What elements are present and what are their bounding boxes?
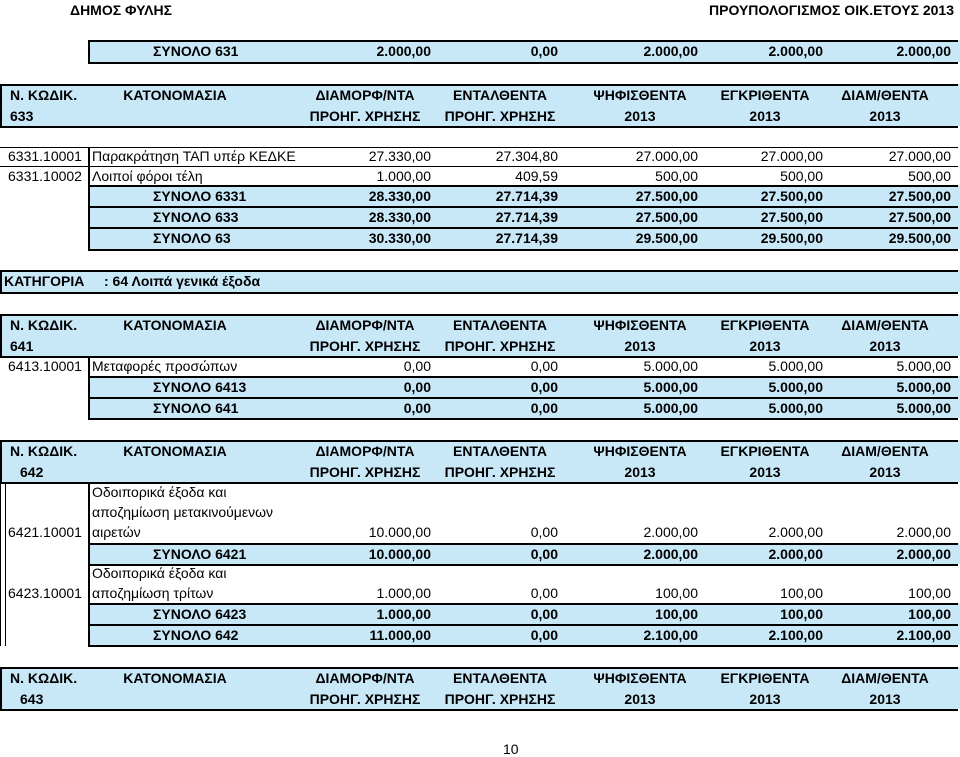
value: 0,00 <box>530 627 558 643</box>
col-c2-subheader: ΠΡΟΗΓ. ΧΡΗΣΗΣ <box>444 691 556 707</box>
total-row <box>0 228 960 248</box>
column-header-row <box>0 315 960 335</box>
col-name-header: ΚΑΤΟΝΟΜΑΣΙΑ <box>123 443 227 459</box>
col-c1-subheader: ΠΡΟΗΓ. ΧΡΗΣΗΣ <box>309 108 421 124</box>
value: 5.000,00 <box>643 400 698 416</box>
value: 409,59 <box>515 168 558 184</box>
total-label: ΣΥΝΟΛΟ 6423 <box>153 606 247 622</box>
col-c4-subheader: 2013 <box>749 338 781 354</box>
value: 27.500,00 <box>888 209 951 225</box>
col-c3-header: ΨΗΦΙΣΘΕΝΤΑ <box>593 317 687 333</box>
value: 2.000,00 <box>768 546 823 562</box>
value: 5.000,00 <box>768 358 823 374</box>
col-name-header: ΚΑΤΟΝΟΜΑΣΙΑ <box>123 670 227 686</box>
value: 27.500,00 <box>888 188 951 204</box>
col-code-header: Ν. ΚΩΔΙΚ. <box>10 87 78 103</box>
divider <box>88 249 958 251</box>
col-c4-header: ΕΓΚΡΙΘΕΝΤΑ <box>720 317 810 333</box>
page-number: 10 <box>503 741 519 757</box>
col-c2-header: ΕΝΤΑΛΘΕΝΤΑ <box>453 87 547 103</box>
value: 1.000,00 <box>376 585 431 601</box>
budget-title: ΠΡΟΥΠΟΛΟΓΙΣΜΟΣ ΟΙΚ.ΕΤΟΥΣ 2013 <box>709 2 954 18</box>
value: 30.330,00 <box>368 230 431 246</box>
col-c3-header: ΨΗΦΙΣΘΕΝΤΑ <box>593 670 687 686</box>
value: 2.100,00 <box>643 627 698 643</box>
value: 0,00 <box>403 379 431 395</box>
value: 0,00 <box>530 585 558 601</box>
value: 100,00 <box>655 606 698 622</box>
col-code-header: Ν. ΚΩΔΙΚ. <box>10 317 78 333</box>
col-c1-header: ΔΙΑΜΟΡΦ/ΝΤΑ <box>315 317 415 333</box>
total-row <box>0 625 960 645</box>
value: 2.100,00 <box>896 627 951 643</box>
value: 2.000,00 <box>896 546 951 562</box>
column-header-row <box>0 668 960 688</box>
value: 29.500,00 <box>888 230 951 246</box>
value: 27.714,39 <box>495 230 558 246</box>
col-c2-subheader: ΠΡΟΗΓ. ΧΡΗΣΗΣ <box>444 338 556 354</box>
total-label: ΣΥΝΟΛΟ 6421 <box>153 546 247 562</box>
col-c4-subheader: 2013 <box>749 108 781 124</box>
col-c2-header: ΕΝΤΑΛΘΕΝΤΑ <box>453 317 547 333</box>
value: 2.000,00 <box>643 546 698 562</box>
value: 5.000,00 <box>896 379 951 395</box>
value: 2.000,00 <box>643 43 698 59</box>
total-label: ΣΥΝΟΛΟ 6413 <box>153 379 247 395</box>
total-label: ΣΥΝΟΛΟ 633 <box>153 209 239 225</box>
category-value: : 64 Λοιπά γενικά έξοδα <box>104 273 261 289</box>
account-code: 6421.10001 <box>8 524 82 540</box>
col-c3-header: ΨΗΦΙΣΘΕΝΤΑ <box>593 443 687 459</box>
col-c2-subheader: ΠΡΟΗΓ. ΧΡΗΣΗΣ <box>444 108 556 124</box>
account-name-line: αποζημίωση μετακινούμενων <box>92 504 273 520</box>
col-c5-header: ΔΙΑΜ/ΘΕΝΤΑ <box>841 443 929 459</box>
value: 28.330,00 <box>368 209 431 225</box>
table-row <box>0 522 960 542</box>
value: 28.330,00 <box>368 188 431 204</box>
account-name: Παρακράτηση ΤΑΠ υπέρ ΚΕΔΚΕ <box>92 148 296 164</box>
value: 1.000,00 <box>376 606 431 622</box>
account-code: 6331.10002 <box>8 168 82 184</box>
divider <box>0 709 958 711</box>
total-label: ΣΥΝΟΛΟ 642 <box>153 627 239 643</box>
col-c5-header: ΔΙΑΜ/ΘΕΝΤΑ <box>841 317 929 333</box>
table-row <box>0 583 960 603</box>
total-row <box>0 398 960 418</box>
col-c2-subheader: ΠΡΟΗΓ. ΧΡΗΣΗΣ <box>444 464 556 480</box>
table-row <box>0 356 960 376</box>
value: 500,00 <box>908 168 951 184</box>
value: 27.714,39 <box>495 188 558 204</box>
col-c4-header: ΕΓΚΡΙΘΕΝΤΑ <box>720 443 810 459</box>
value: 27.330,00 <box>368 148 431 164</box>
account-name: Μεταφορές προσώπων <box>92 358 238 374</box>
value: 100,00 <box>908 585 951 601</box>
value: 0,00 <box>530 43 558 59</box>
col-c4-subheader: 2013 <box>749 464 781 480</box>
value: 0,00 <box>530 606 558 622</box>
value: 100,00 <box>908 606 951 622</box>
value: 27.000,00 <box>635 148 698 164</box>
value: 2.000,00 <box>896 43 951 59</box>
divider <box>88 418 958 420</box>
divider <box>0 126 958 128</box>
table-row <box>0 166 960 186</box>
column-header-row <box>0 689 960 709</box>
col-c1-header: ΔΙΑΜΟΡΦ/ΝΤΑ <box>315 670 415 686</box>
col-c1-header: ΔΙΑΜΟΡΦ/ΝΤΑ <box>315 443 415 459</box>
column-header-row <box>0 336 960 356</box>
value: 10.000,00 <box>368 546 431 562</box>
col-c5-header: ΔΙΑΜ/ΘΕΝΤΑ <box>841 670 929 686</box>
value: 2.000,00 <box>896 524 951 540</box>
total-row-631 <box>0 41 960 61</box>
col-c2-header: ΕΝΤΑΛΘΕΝΤΑ <box>453 670 547 686</box>
col-code-header: Ν. ΚΩΔΙΚ. <box>10 670 78 686</box>
col-c1-header: ΔΙΑΜΟΡΦ/ΝΤΑ <box>315 87 415 103</box>
col-c4-header: ΕΓΚΡΙΘΕΝΤΑ <box>720 87 810 103</box>
col-c5-subheader: 2013 <box>869 691 901 707</box>
value: 11.000,00 <box>369 627 431 643</box>
section-code: 641 <box>10 338 34 354</box>
account-code: 6423.10001 <box>8 585 82 601</box>
col-c1-subheader: ΠΡΟΗΓ. ΧΡΗΣΗΣ <box>309 464 421 480</box>
total-row <box>0 186 960 206</box>
value: 5.000,00 <box>643 358 698 374</box>
divider <box>0 292 958 294</box>
section-code: 642 <box>20 464 44 480</box>
col-c3-subheader: 2013 <box>624 338 656 354</box>
value: 5.000,00 <box>768 400 823 416</box>
total-row <box>0 377 960 397</box>
value: 5.000,00 <box>643 379 698 395</box>
section-code: 643 <box>20 691 44 707</box>
col-c5-header: ΔΙΑΜ/ΘΕΝΤΑ <box>841 87 929 103</box>
value: 0,00 <box>530 358 558 374</box>
col-c3-subheader: 2013 <box>624 108 656 124</box>
value: 2.000,00 <box>376 43 431 59</box>
divider <box>88 645 958 647</box>
total-label: ΣΥΝΟΛΟ 641 <box>153 400 239 416</box>
section-code: 633 <box>10 108 34 124</box>
value: 500,00 <box>655 168 698 184</box>
col-c1-subheader: ΠΡΟΗΓ. ΧΡΗΣΗΣ <box>309 338 421 354</box>
value: 100,00 <box>780 585 823 601</box>
municipality-title: ΔΗΜΟΣ ΦΥΛΗΣ <box>70 2 173 18</box>
total-row <box>0 544 960 564</box>
value: 0,00 <box>530 546 558 562</box>
value: 0,00 <box>403 400 431 416</box>
value: 2.000,00 <box>643 524 698 540</box>
column-header-row <box>0 106 960 126</box>
value: 5.000,00 <box>768 379 823 395</box>
value: 0,00 <box>530 400 558 416</box>
category-row <box>0 271 960 291</box>
value: 2.000,00 <box>768 524 823 540</box>
col-code-header: Ν. ΚΩΔΙΚ. <box>10 443 78 459</box>
column-header-row <box>0 85 960 105</box>
value: 5.000,00 <box>896 358 951 374</box>
value: 27.714,39 <box>495 209 558 225</box>
value: 0,00 <box>530 524 558 540</box>
value: 100,00 <box>655 585 698 601</box>
value: 29.500,00 <box>760 230 823 246</box>
account-name-line: αιρετών <box>92 524 141 540</box>
col-c5-subheader: 2013 <box>869 464 901 480</box>
value: 27.500,00 <box>635 209 698 225</box>
column-header-row <box>0 462 960 482</box>
total-row <box>0 604 960 624</box>
value: 0,00 <box>403 358 431 374</box>
table-row <box>0 146 960 166</box>
col-c3-header: ΨΗΦΙΣΘΕΝΤΑ <box>593 87 687 103</box>
account-name-line: Οδοιπορικά έξοδα και <box>92 565 227 581</box>
account-name <box>92 563 226 583</box>
column-header-row <box>0 441 960 461</box>
account-code: 6331.10001 <box>8 148 82 164</box>
total-label: ΣΥΝΟΛΟ 6331 <box>153 188 247 204</box>
value: 27.000,00 <box>888 148 951 164</box>
value: 5.000,00 <box>896 400 951 416</box>
col-name-header: ΚΑΤΟΝΟΜΑΣΙΑ <box>123 87 227 103</box>
value: 27.500,00 <box>760 188 823 204</box>
col-c4-header: ΕΓΚΡΙΘΕΝΤΑ <box>720 670 810 686</box>
account-name-line: αποζημίωση τρίτων <box>92 585 214 601</box>
account-name <box>92 482 273 522</box>
account-name-line: Οδοιπορικά έξοδα και <box>92 484 227 500</box>
value: 27.304,80 <box>495 148 558 164</box>
value: 10.000,00 <box>368 524 431 540</box>
account-code: 6413.10001 <box>8 358 82 374</box>
col-c3-subheader: 2013 <box>624 464 656 480</box>
col-c1-subheader: ΠΡΟΗΓ. ΧΡΗΣΗΣ <box>309 691 421 707</box>
total-label: ΣΥΝΟΛΟ 63 <box>153 230 231 246</box>
col-c5-subheader: 2013 <box>869 108 901 124</box>
col-name-header: ΚΑΤΟΝΟΜΑΣΙΑ <box>123 317 227 333</box>
category-label: ΚΑΤΗΓΟΡΙΑ <box>4 273 85 289</box>
total-row <box>0 207 960 227</box>
value: 1.000,00 <box>376 168 431 184</box>
account-name: Λοιποί φόροι τέλη <box>92 168 203 184</box>
col-c3-subheader: 2013 <box>624 691 656 707</box>
value: 27.500,00 <box>635 188 698 204</box>
value: 100,00 <box>780 606 823 622</box>
divider <box>88 62 958 64</box>
col-c2-header: ΕΝΤΑΛΘΕΝΤΑ <box>453 443 547 459</box>
value: 29.500,00 <box>635 230 698 246</box>
col-c5-subheader: 2013 <box>869 338 901 354</box>
value: 0,00 <box>530 379 558 395</box>
value: 2.100,00 <box>768 627 823 643</box>
col-c4-subheader: 2013 <box>749 691 781 707</box>
value: 2.000,00 <box>768 43 823 59</box>
value: 27.000,00 <box>760 148 823 164</box>
value: 500,00 <box>780 168 823 184</box>
value: 27.500,00 <box>760 209 823 225</box>
total-label: ΣΥΝΟΛΟ 631 <box>153 43 239 59</box>
